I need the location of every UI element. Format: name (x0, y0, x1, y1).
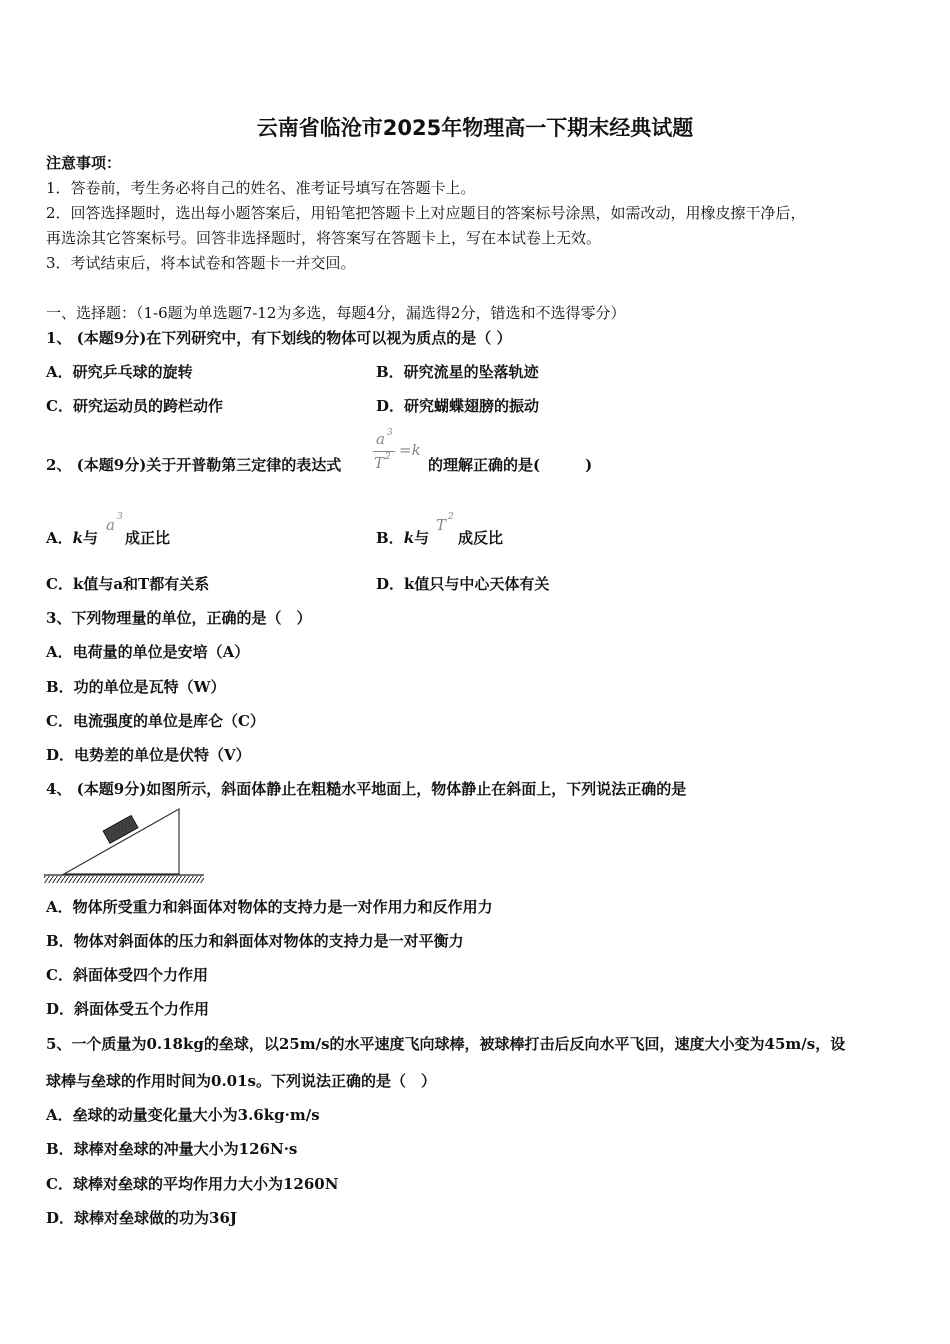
q2-stem-pre: 2、 (本题9分)关于开普勒第三定律的表达式 (46, 456, 342, 474)
question-3-stem: 3、下列物理量的单位，正确的是（ ） (46, 609, 312, 627)
question-2-stem (46, 454, 341, 475)
q4-option-b: B．物体对斜面体的压力和斜面体对物体的支持力是一对平衡力 (46, 932, 464, 950)
formula-rhs: =k (399, 441, 421, 459)
ground-hatch (44, 876, 204, 883)
question-4-stem: 4、 (本题9分)如图所示，斜面体静止在粗糙水平地面上，物体静止在斜面上，下列说法正确的是 (46, 780, 687, 798)
option-letter: B． (376, 529, 404, 547)
exponent: 2 (448, 512, 454, 522)
q3-option-d: D．电势差的单位是伏特（V） (46, 746, 251, 764)
section-heading: 一、选择题：（1-6题为单选题7-12为多选，每题4分，漏选得2分，错选和不选得零分） (46, 304, 626, 322)
q5-option-a: A．垒球的动量变化量大小为3.6kg·m/s (46, 1106, 320, 1124)
question-5-stem-line1: 5、一个质量为0.18kg的垒球，以25m/s的水平速度飞向球棒，被球棒打击后反向水平飞回，速度大小变为45m/s，设 (46, 1035, 846, 1053)
q2-option-d: D．k值只与中心天体有关 (376, 575, 550, 593)
q4-option-a: A．物体所受重力和斜面体对物体的支持力是一对作用力和反作用力 (46, 898, 493, 916)
option-letter: A． (46, 529, 73, 547)
connector: 与 (83, 529, 99, 547)
variable-a: a (106, 516, 115, 534)
note-item: 1．答卷前，考生务必将自己的姓名、准考证号填写在答题卡上。 (46, 179, 476, 197)
variable-k: k (403, 529, 415, 547)
q2-option-a-tail: 成正比 (125, 529, 171, 547)
q1-option-b: B．研究流星的坠落轨迹 (376, 363, 539, 381)
note-item: 再选涂其它答案标号。回答非选择题时，将答案写在答题卡上，写在本试卷上无效。 (46, 229, 602, 247)
variable-T: T (436, 516, 447, 534)
q2-option-b-tail: 成反比 (458, 529, 504, 547)
question-5-stem-line2: 球棒与垒球的作用时间为0.01s。下列说法正确的是（ ） (46, 1072, 436, 1090)
block-on-incline (103, 815, 138, 843)
formula-denominator-exp: 2 (385, 452, 391, 462)
variable-k: k (72, 529, 84, 547)
formula-numerator-exp: 3 (387, 428, 393, 438)
formula-denominator: T (374, 454, 385, 472)
q2-option-c: C．k值与a和T都有关系 (46, 575, 210, 593)
q2-option-b (376, 527, 429, 548)
q3-option-c: C．电流强度的单位是库仑（C） (46, 712, 265, 730)
q4-option-d: D．斜面体受五个力作用 (46, 1000, 210, 1018)
q1-option-c: C．研究运动员的跨栏动作 (46, 397, 223, 415)
page-title: 云南省临沧市2025年物理高一下期末经典试题 (256, 116, 694, 140)
q4-option-c: C．斜面体受四个力作用 (46, 966, 208, 984)
q1-option-d: D．研究蝴蝶翅膀的振动 (376, 397, 540, 415)
q3-option-b: B．功的单位是瓦特（W） (46, 678, 226, 696)
connector: 与 (414, 529, 430, 547)
q2-stem-post: 的理解正确的是( ) (428, 456, 593, 474)
incline-wedge (64, 809, 179, 874)
notes-heading: 注意事项： (46, 154, 122, 172)
q3-option-a: A．电荷量的单位是安培（A） (46, 643, 250, 661)
q5-option-c: C．球棒对垒球的平均作用力大小为1260N (46, 1175, 339, 1193)
kepler-formula (370, 428, 426, 478)
q5-option-b: B．球棒对垒球的冲量大小为126N·s (46, 1140, 298, 1158)
exponent: 3 (117, 512, 123, 522)
formula-numerator: a (376, 430, 385, 448)
q5-option-d: D．球棒对垒球做的功为36J (46, 1209, 237, 1227)
fraction-bar (373, 451, 395, 452)
question-1-stem: 1、 (本题9分)在下列研究中，有下划线的物体可以视为质点的是（ ） (46, 329, 512, 347)
q1-option-a: A．研究乒乓球的旋转 (46, 363, 193, 381)
q2-option-a (46, 527, 98, 548)
note-item: 3．考试结束后，将本试卷和答题卡一并交回。 (46, 254, 356, 272)
incline-diagram (44, 806, 206, 886)
note-item: 2．回答选择题时，选出每小题答案后，用铅笔把答题卡上对应题目的答案标号涂黑，如需改动，用橡皮擦干净后， (46, 204, 806, 222)
